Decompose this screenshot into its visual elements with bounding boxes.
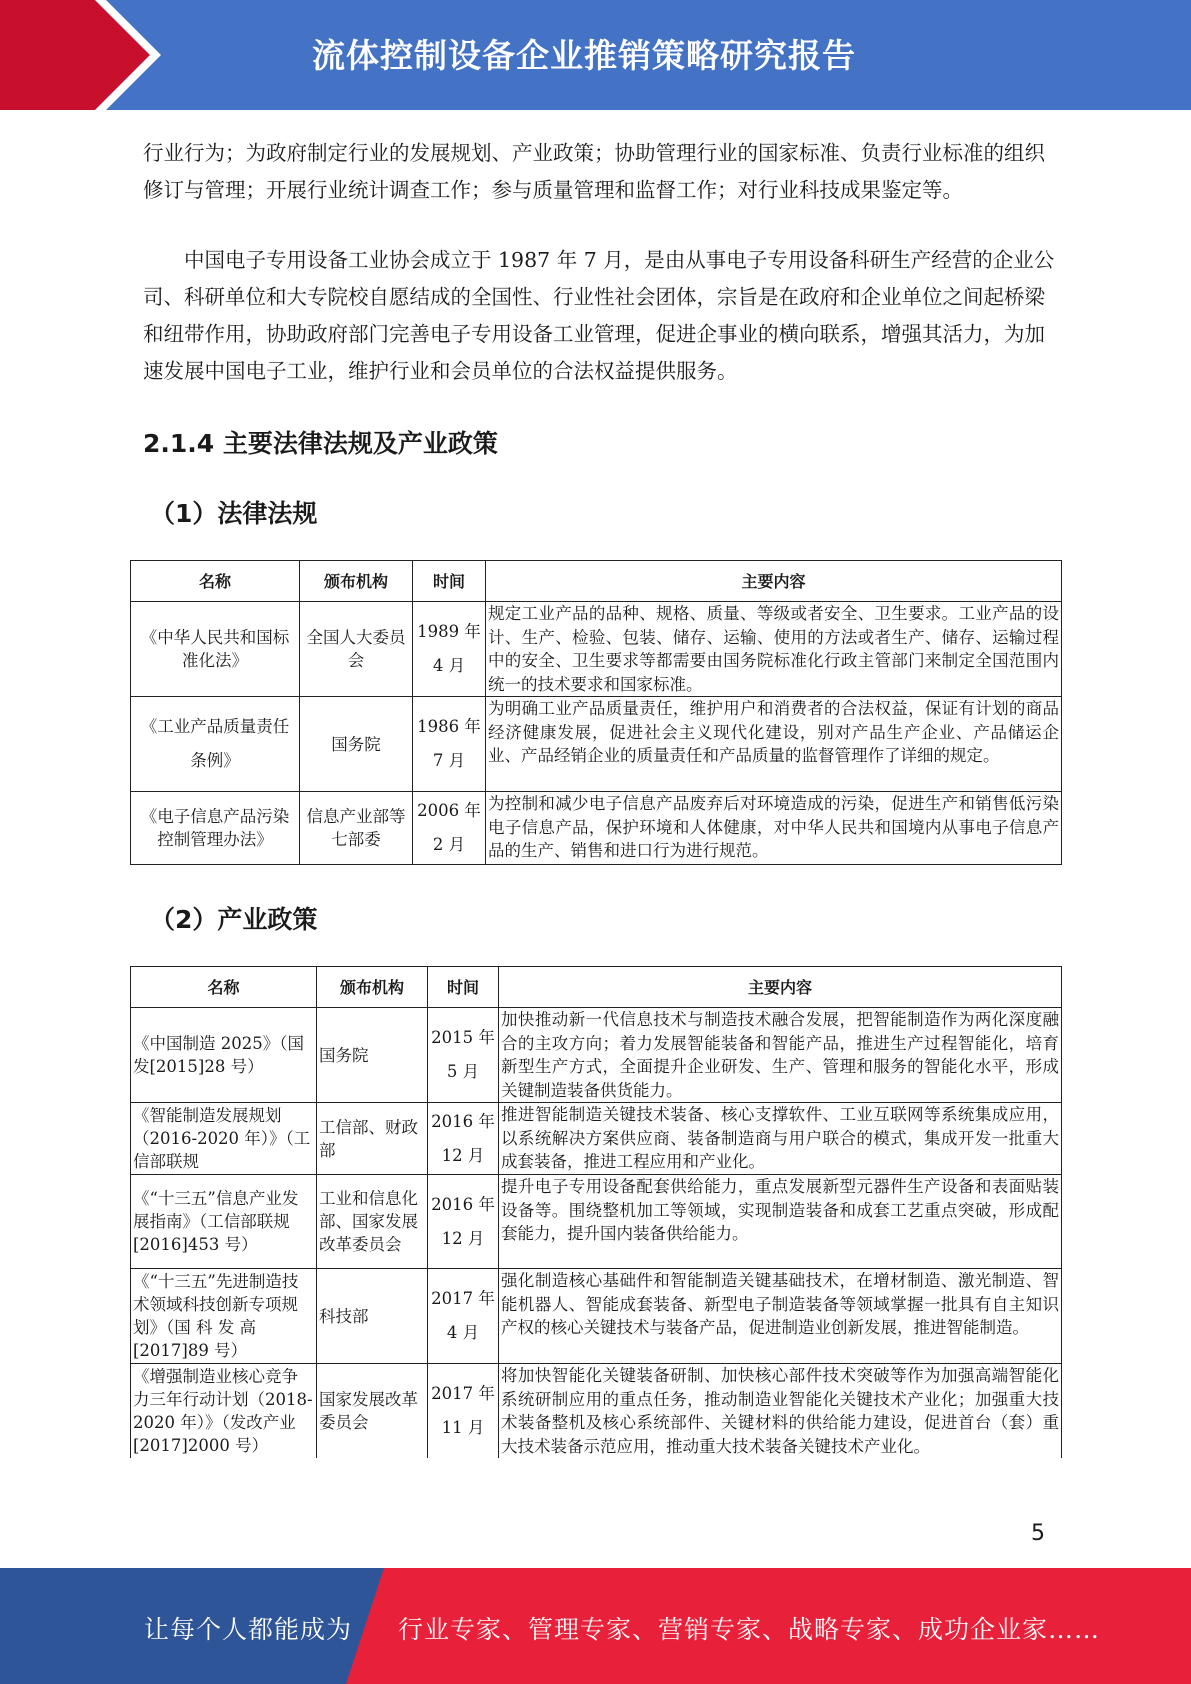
policy-content: 强化制造核心基础件和智能制造关键基础技术，在增材制造、激光制造、智能机器人、智能成套装备、新型电子制造装备等领域掌握一批具有自主知识产权的核心关键技术与装备产品，促进制造业创新发展，推进智能制造。 (499, 1269, 1062, 1364)
policy-name: 《“十三五”先进制造技术领域科技创新专项规 划》（国 科 发 高[2017]89 号） (131, 1269, 317, 1364)
header-org: 颁布机构 (300, 561, 413, 602)
table-row (131, 1175, 1062, 1269)
paragraph-industry-role: 行业行为；为政府制定行业的发展规划、产业政策；协助管理行业的国家标准、负责行业标准的组织修订与管理；开展行业统计调查工作；参与质量管理和监督工作；对行业科技成果鉴定等。 (143, 141, 1045, 202)
header-name: 名称 (131, 561, 300, 602)
table-row (131, 1364, 1062, 1459)
policy-org: 国家发展改革委员会 (317, 1364, 428, 1459)
page-header (0, 0, 1191, 110)
policy-org: 科技部 (317, 1269, 428, 1364)
header-org: 颁布机构 (317, 967, 428, 1008)
policy-table (130, 966, 1062, 1458)
policy-org: 国务院 (317, 1008, 428, 1103)
table-row (131, 602, 1062, 697)
table-row (131, 1103, 1062, 1175)
law-org: 信息产业部等七部委 (300, 792, 413, 865)
policy-content: 加快推动新一代信息技术与制造技术融合发展，把智能制造作为两化深度融合的主攻方向；着力发展智能装备和智能产品，推进生产过程智能化，培育新型生产方式，全面提升企业研发、生产、管理和服务的智能化水平，形成关键制造装备供货能力。 (499, 1008, 1062, 1103)
footer-slogan-right: 行业专家、管理专家、营销专家、战略专家、成功企业家…… (398, 1615, 1101, 1644)
table-header-row (131, 561, 1062, 602)
law-table (130, 560, 1062, 865)
policy-content: 推进智能制造关键技术装备、核心支撑软件、工业互联网等系统集成应用，以系统解决方案供应商、装备制造商与用户联合的模式，集成开发一批重大成套装备，推进工程应用和产业化。 (499, 1103, 1062, 1175)
header-time: 时间 (428, 967, 499, 1008)
policy-name: 《增强制造业核心竞争力三年行动计划（2018-2020 年）》（发改产业[2017]2000 号） (131, 1364, 317, 1459)
footer-slogan-left: 让每个人都能成为 (144, 1615, 353, 1644)
policy-time: 2016 年 12 月 (428, 1103, 499, 1175)
policy-content: 提升电子专用设备配套供给能力，重点发展新型元器件生产设备和表面贴装设备等。围绕整机加工等领域，实现制造装备和成套工艺重点突破，形成配套能力，提升国内装备供给能力。 (499, 1175, 1062, 1269)
header-time: 时间 (413, 561, 486, 602)
law-time: 1989 年 4 月 (413, 602, 486, 697)
table-row (131, 1269, 1062, 1364)
header-arrow-decoration (0, 0, 200, 110)
law-content: 为控制和减少电子信息产品废弃后对环境造成的污染，促进生产和销售低污染电子信息产品，保护环境和人体健康，对中华人民共和国境内从事电子信息产品的生产、销售和进口行为进行规范。 (486, 792, 1062, 865)
policy-name: 《智能制造发展规划（2016-2020 年）》（工 信部联规 (131, 1103, 317, 1175)
header-content: 主要内容 (499, 967, 1062, 1008)
table-header-row (131, 967, 1062, 1008)
policy-time: 2017 年 11 月 (428, 1364, 499, 1459)
law-name: 《电子信息产品污染控制管理办法》 (131, 792, 300, 865)
law-name: 《中华人民共和国标准化法》 (131, 602, 300, 697)
policy-heading: （2）产业政策 (150, 905, 318, 934)
table-row (131, 1008, 1062, 1103)
law-content: 为明确工业产品质量责任，维护用户和消费者的合法权益，保证有计划的商品经济健康发展，促进社会主义现代化建设，别对产品生产企业、产品储运企业、产品经销企业的质量责任和产品质量的监督管理作了详细的规定。 (486, 697, 1062, 792)
law-content: 规定工业产品的品种、规格、质量、等级或者安全、卫生要求。工业产品的设计、生产、检验、包装、储存、运输、使用的方法或者生产、储存、运输过程中的安全、卫生要求等都需要由国务院标准化行政主管部门来制定全国范围内统一的技术要求和国家标准。 (486, 602, 1062, 697)
law-org: 国务院 (300, 697, 413, 792)
policy-name: 《“十三五”信息产业发展指南》（工信部联规[2016]453 号） (131, 1175, 317, 1269)
paragraph-association-intro: 中国电子专用设备工业协会成立于 1987 年 7 月，是由从事电子专用设备科研生产经营的企业公司、科研单位和大专院校自愿结成的全国性、行业性社会团体，宗旨是在政府和企业单位之间起桥梁和纽带作用，协助政府部门完善电子专用设备工业管理，促进企事业的横向联系，增强其活力，为加速发展中国电子工业，维护行业和会员单位的合法权益提供服务。 (143, 248, 1055, 383)
section-heading: 2.1.4 主要法律法规及产业政策 (143, 429, 498, 458)
page-number: 5 (1031, 1521, 1045, 1546)
law-org: 全国人大委员会 (300, 602, 413, 697)
law-time: 2006 年 2 月 (413, 792, 486, 865)
table-row (131, 792, 1062, 865)
law-name: 《工业产品质量责任条例》 (131, 697, 300, 792)
policy-org: 工业和信息化部、国家发展改革委员会 (317, 1175, 428, 1269)
table-row (131, 697, 1062, 792)
policy-time: 2017 年 4 月 (428, 1269, 499, 1364)
law-heading: （1）法律法规 (150, 499, 318, 528)
policy-time: 2015 年 5 月 (428, 1008, 499, 1103)
policy-time: 2016 年 12 月 (428, 1175, 499, 1269)
header-name: 名称 (131, 967, 317, 1008)
policy-org: 工信部、财政部 (317, 1103, 428, 1175)
header-content: 主要内容 (486, 561, 1062, 602)
report-title: 流体控制设备企业推销策略研究报告 (312, 36, 856, 75)
policy-name: 《中国制造 2025》（国 发[2015]28 号） (131, 1008, 317, 1103)
policy-content: 将加快智能化关键装备研制、加快核心部件技术突破等作为加强高端智能化系统研制应用的重点任务，推动制造业智能化关键技术产业化；加强重大技术装备整机及核心系统部件、关键材料的供给能力建设，促进首台（套）重大技术装备示范应用，推动重大技术装备关键技术产业化。 (499, 1364, 1062, 1459)
page-footer (0, 1568, 1191, 1684)
law-time: 1986 年 7 月 (413, 697, 486, 792)
